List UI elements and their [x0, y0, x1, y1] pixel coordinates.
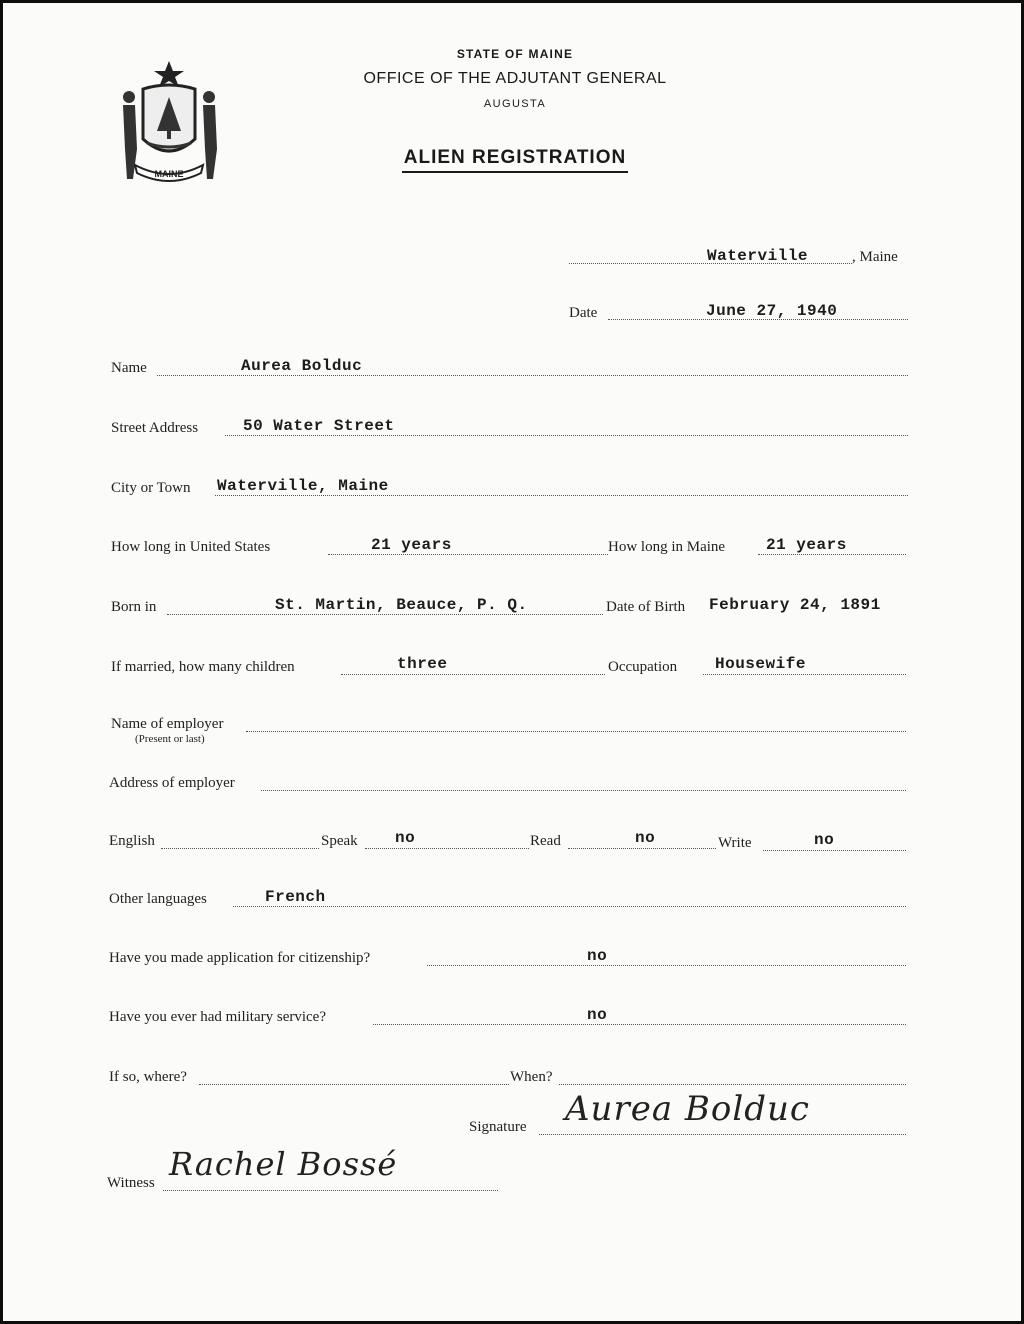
english-label: English	[109, 833, 155, 849]
write-value: no	[814, 831, 835, 849]
military-value: no	[587, 1006, 608, 1024]
state-seal-icon	[113, 59, 225, 187]
street-label: Street Address	[111, 420, 199, 436]
employer-label: Name of employer	[111, 716, 224, 732]
name-value: Aurea Bolduc	[241, 357, 363, 375]
city-label: City or Town	[111, 480, 191, 496]
street-value: 50 Water Street	[243, 417, 395, 435]
languages-label: Other languages	[109, 891, 207, 907]
form-sheet	[3, 3, 1021, 1321]
speak-label: Speak	[321, 833, 358, 849]
city-value: Waterville, Maine	[217, 477, 389, 495]
employer-address-label: Address of employer	[109, 775, 235, 791]
dob-value: February 24, 1891	[709, 596, 881, 614]
dob-label: Date of Birth	[606, 599, 686, 615]
read-label: Read	[530, 833, 561, 849]
occupation-value: Housewife	[715, 655, 806, 673]
children-value: three	[397, 655, 448, 673]
us-value: 21 years	[371, 536, 452, 554]
employer-sublabel: (Present or last)	[135, 733, 205, 745]
maine-label: How long in Maine	[608, 539, 726, 555]
header-office: OFFICE OF THE ADJUTANT GENERAL	[363, 70, 667, 87]
name-label: Name	[111, 360, 147, 376]
signature-value: Aurea Bolduc	[565, 1089, 810, 1129]
maine-value: 21 years	[766, 536, 847, 554]
place-value: Waterville	[707, 247, 809, 265]
seal-label: MAINE	[154, 169, 184, 179]
header-city: AUGUSTA	[483, 98, 547, 110]
children-label: If married, how many children	[111, 659, 295, 675]
place-suffix: , Maine	[852, 249, 898, 265]
header-state: STATE OF MAINE	[456, 47, 574, 61]
write-label: Write	[718, 835, 752, 851]
where-label: If so, where?	[109, 1069, 187, 1085]
when-label: When?	[510, 1069, 553, 1085]
military-label: Have you ever had military service?	[109, 1009, 326, 1025]
date-label: Date	[569, 305, 598, 321]
citizenship-value: no	[587, 947, 608, 965]
born-label: Born in	[111, 599, 157, 615]
witness-signature: Rachel Bossé	[169, 1145, 398, 1183]
read-value: no	[635, 829, 656, 847]
speak-value: no	[395, 829, 416, 847]
us-label: How long in United States	[111, 539, 271, 555]
witness-label: Witness	[107, 1175, 155, 1191]
born-value: St. Martin, Beauce, P. Q.	[275, 596, 528, 614]
date-value: June 27, 1940	[706, 302, 838, 320]
occupation-label: Occupation	[608, 659, 678, 675]
signature-label: Signature	[469, 1119, 527, 1135]
form-title: ALIEN REGISTRATION	[315, 147, 715, 169]
citizenship-label: Have you made application for citizenship?	[109, 950, 371, 966]
languages-value: French	[265, 888, 326, 906]
